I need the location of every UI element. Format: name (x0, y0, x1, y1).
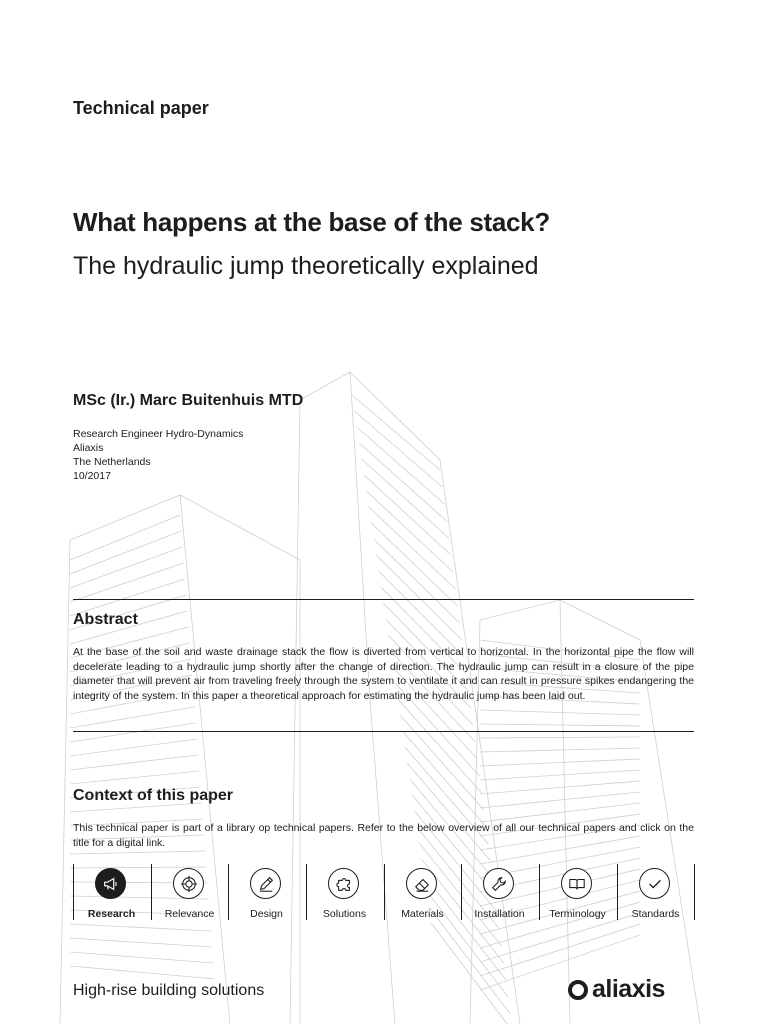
category-installation[interactable] (461, 864, 538, 920)
aliaxis-logo (568, 975, 665, 1004)
target-icon (173, 868, 204, 899)
pencil-icon (250, 868, 281, 899)
eraser-icon (406, 868, 437, 899)
category-standards[interactable] (617, 864, 694, 920)
context-heading: Context of this paper (73, 787, 234, 804)
context-text: This technical paper is part of a library op technical papers. Refer to the below overview of all our technical papers and click on the title for a digital link. (73, 822, 694, 849)
page-subtitle: The hydraulic jump theoretically explained (73, 252, 539, 280)
category-divider (694, 864, 695, 920)
category-label: Materials (401, 908, 444, 920)
book-icon (561, 868, 592, 899)
author-company: Aliaxis (73, 442, 104, 454)
category-materials[interactable] (384, 864, 461, 920)
abstract-heading: Abstract (73, 611, 138, 628)
category-design[interactable] (228, 864, 305, 920)
author-name: MSc (Ir.) Marc Buitenhuis MTD (73, 392, 304, 409)
category-label: Research (87, 908, 136, 920)
category-label: Terminology (549, 908, 606, 920)
page-title: What happens at the base of the stack? (73, 207, 550, 237)
category-research[interactable] (73, 864, 150, 920)
category-label: Solutions (322, 908, 367, 920)
divider-top (73, 599, 694, 600)
category-label: Installation (474, 908, 525, 920)
checkmark-icon (639, 868, 670, 899)
author-country: The Netherlands (73, 456, 151, 468)
footer-tagline: High-rise building solutions (73, 982, 265, 999)
category-solutions[interactable] (306, 864, 383, 920)
puzzle-icon (328, 868, 359, 899)
wrench-icon (483, 868, 514, 899)
document-date: 10/2017 (73, 470, 111, 482)
logo-ring-icon (568, 980, 588, 1000)
megaphone-icon (95, 868, 126, 899)
divider-bottom (73, 731, 694, 732)
abstract-text: At the base of the soil and waste drainage stack the flow is diverted from vertical to horizontal. In the horizontal pipe the flow will decelerate leading to a hydraulic jump shortly after the change of direction. The hydraulic jump can result in a closure of the pipe diameter that will prevent air from traveling freely through the system to ventilate it and can result in pressure spikes endangering the integrity of the system. In this paper a theoretical approach for estimating the hydraulic jump has been laid out. (73, 646, 694, 702)
author-role: Research Engineer Hydro-Dynamics (73, 428, 244, 440)
logo-wordmark: aliaxis (592, 975, 665, 1003)
category-relevance[interactable] (151, 864, 228, 920)
category-label: Design (250, 908, 283, 920)
category-terminology[interactable] (539, 864, 616, 920)
category-label: Relevance (164, 908, 215, 920)
category-label: Standards (631, 908, 680, 920)
document-type: Technical paper (73, 98, 209, 118)
